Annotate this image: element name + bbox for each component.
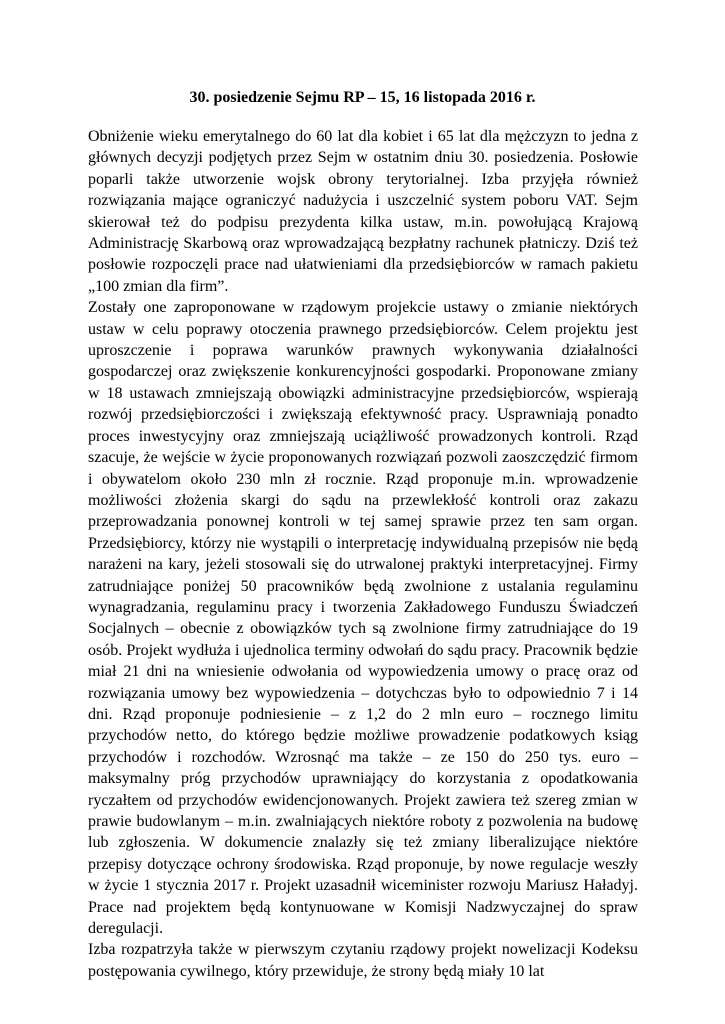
document-title: 30. posiedzenie Sejmu RP – 15, 16 listopada 2016 r. — [189, 89, 536, 106]
document-body — [88, 126, 638, 982]
paragraph: Izba rozpatrzyła także w pierwszym czytaniu rządowy projekt nowelizacji Kodeksu postępowania cywilnego, który przewiduje, że strony będą miały 10 lat — [88, 941, 638, 980]
paragraph: Zostały one zaproponowane w rządowym projekcie ustawy o zmianie niektórych ustaw w celu poprawy otoczenia prawnego przedsiębiorców. Celem projektu jest uproszczenie i poprawa warunków prawnych wykonywania działalności gospodarczej oraz zwiększenie konkurencyjności gospodarki. Proponowane zmiany w 18 ustawach zmniejszają obowiązki administracyjne przedsiębiorców, wspierają rozwój przedsiębiorczości i zwiększają efektywność pracy. Usprawniają ponadto proces inwestycyjny oraz zmniejszają uciążliwość prowadzonych kontroli. Rząd szacuje, że wejście w życie proponowanych rozwiązań pozwoli zaoszczędzić firmom i obywatelom około 230 mln zł rocznie. Rząd proponuje m.in. wprowadzenie możliwości złożenia skargi do sądu na przewlekłość kontroli oraz zakazu przeprowadzania ponownej kontroli w tej samej sprawie przez ten sam organ. Przedsiębiorcy, którzy nie wystąpili o interpretację indywidualną przepisów nie będą narażeni na kary, jeżeli stosowali się do utrwalonej praktyki interpretacyjnej. Firmy zatrudniające poniżej 50 pracowników będą zwolnione z ustalania regulaminu wynagradzania, regulaminu pracy i tworzenia Zakładowego Funduszu Świadczeń Socjalnych – obecnie z obowiązków tych są zwolnione firmy zatrudniające do 19 osób. Projekt wydłuża i ujednolica terminy odwołań do sądu pracy. Pracownik będzie miał 21 dni na wniesienie odwołania od wypowiedzenia umowy o pracę oraz od rozwiązania umowy bez wypowiedzenia – dotychczas było to odpowiednio 7 i 14 dni. Rząd proponuje podniesienie – z 1,2 do 2 mln euro – rocznego limitu przychodów netto, do którego będzie możliwe prowadzenie podatkowych ksiąg przychodów i rozchodów. Wzrosnąć ma także – ze 150 do 250 tys. euro – maksymalny próg przychodów uprawniający do korzystania z opodatkowania ryczałtem od przychodów ewidencjonowanych. Projekt zawiera też szereg zmian w prawie budowlanym – m.in. zwalniających niektóre roboty z pozwolenia na budowę lub zgłoszenia. W dokumencie znalazły się też zmiany liberalizujące niektóre przepisy dotyczące ochrony środowiska. Rząd proponuje, by nowe regulacje weszły w życie 1 stycznia 2017 r. Projekt uzasadnił wiceminister rozwoju Mariusz Haładyj. Prace nad projektem będą kontynuowane w Komisji Nadzwyczajnej do spraw deregulacji. — [88, 299, 638, 938]
paragraph: Obniżenie wieku emerytalnego do 60 lat dla kobiet i 65 lat dla mężczyzn to jedna z głównych decyzji podjętych przez Sejm w ostatnim dniu 30. posiedzenia. Posłowie poparli także utworzenie wojsk obrony terytorialnej. Izba przyjęła również rozwiązania mające ograniczyć nadużycia i uszczelnić system poboru VAT. Sejm skierował też do podpisu prezydenta kilka ustaw, m.in. powołującą Krajową Administrację Skarbową oraz wprowadzającą bezpłatny rachunek płatniczy. Dziś też posłowie rozpoczęli prace nad ułatwieniami dla przedsiębiorców w ramach pakietu „100 zmian dla firm”. — [88, 128, 638, 295]
